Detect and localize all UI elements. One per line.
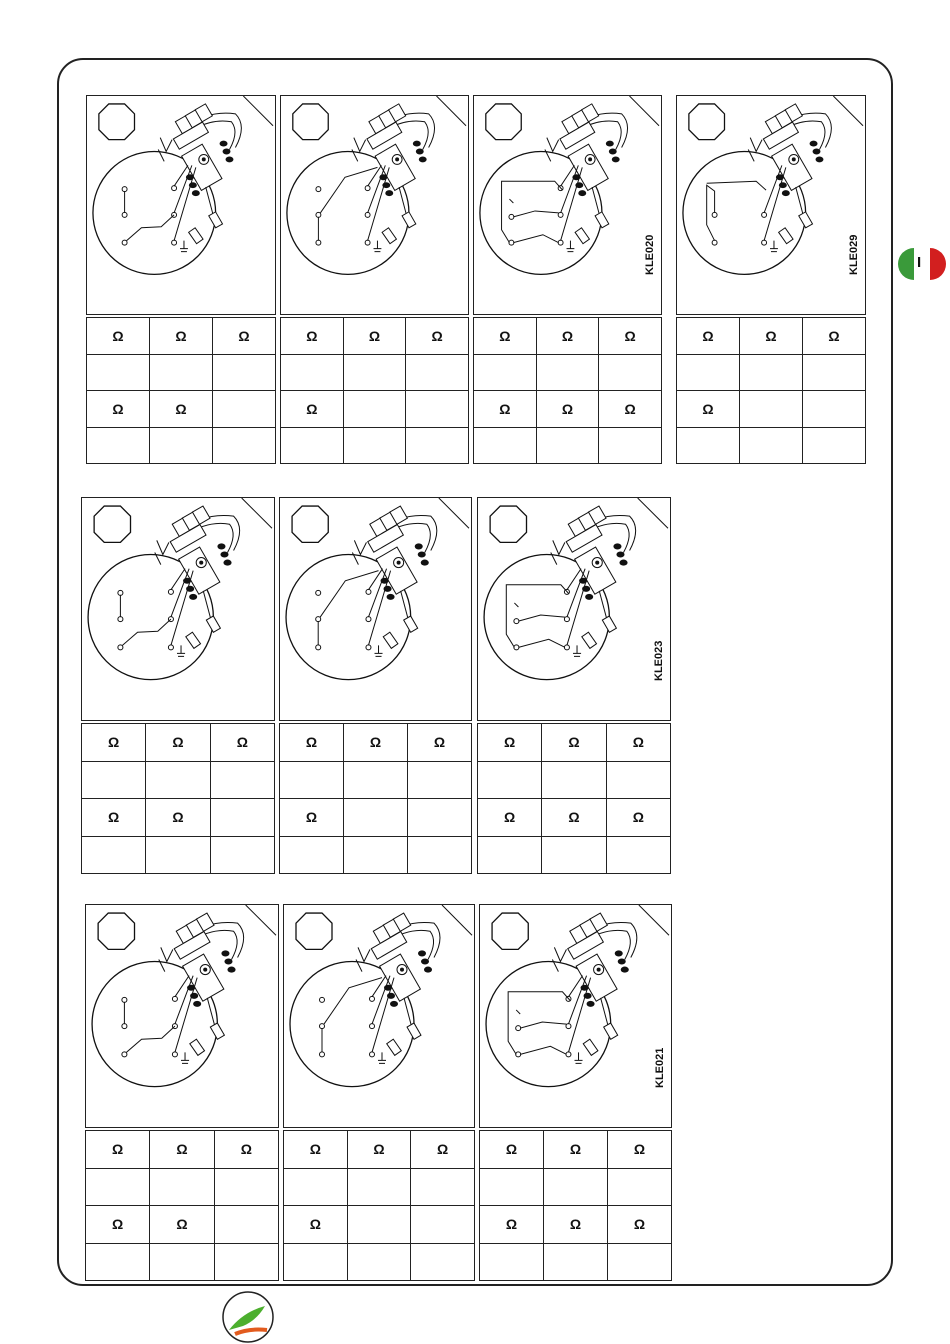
ohm-cell: Ω — [599, 318, 662, 355]
value-cell — [280, 761, 344, 799]
value-cell — [411, 1243, 475, 1281]
thermostat-wiring-icon — [280, 498, 471, 720]
value-cell — [213, 354, 276, 391]
value-cell — [408, 836, 472, 874]
ohm-cell: Ω — [740, 318, 803, 355]
model-code-label: KLE029 — [848, 234, 860, 275]
thermostat-panel — [81, 497, 275, 873]
resistance-table — [477, 723, 671, 874]
value-cell — [344, 836, 408, 874]
table-row — [480, 1243, 672, 1281]
ohm-cell: Ω — [406, 318, 469, 355]
table-row — [284, 1131, 475, 1169]
thermostat-wiring-icon — [87, 96, 275, 314]
value-cell — [608, 1168, 672, 1206]
table-row — [478, 836, 671, 874]
value-cell — [411, 1168, 475, 1206]
resistance-table — [479, 1130, 672, 1281]
ohm-cell: Ω — [146, 724, 210, 762]
value-cell — [213, 391, 276, 428]
ohm-cell: Ω — [343, 318, 406, 355]
table-row — [284, 1206, 475, 1244]
table-row — [86, 1206, 279, 1244]
table-row — [474, 318, 662, 355]
value-cell — [544, 1168, 608, 1206]
table-row — [87, 354, 276, 391]
ohm-cell: Ω — [347, 1131, 411, 1169]
value-cell — [280, 836, 344, 874]
thermostat-panel — [279, 497, 472, 873]
ohm-cell: Ω — [280, 724, 344, 762]
value-cell — [740, 427, 803, 464]
table-row — [284, 1168, 475, 1206]
ohm-cell: Ω — [150, 318, 213, 355]
wiring-diagram — [473, 95, 662, 315]
ohm-cell: Ω — [214, 1131, 278, 1169]
value-cell — [677, 427, 740, 464]
thermostat-panel — [283, 904, 475, 1280]
value-cell — [536, 354, 599, 391]
resistance-table — [473, 317, 662, 464]
table-row — [478, 799, 671, 837]
value-cell — [803, 354, 866, 391]
table-row — [677, 391, 866, 428]
table-row — [281, 391, 469, 428]
thermostat-panel — [477, 497, 671, 873]
table-row — [480, 1206, 672, 1244]
table-row — [280, 799, 472, 837]
value-cell — [536, 427, 599, 464]
ohm-cell: Ω — [146, 799, 210, 837]
table-row — [86, 1168, 279, 1206]
value-cell — [606, 761, 670, 799]
ohm-cell: Ω — [284, 1131, 348, 1169]
ohm-cell: Ω — [608, 1206, 672, 1244]
ohm-cell: Ω — [150, 391, 213, 428]
value-cell — [542, 836, 606, 874]
resistance-table — [81, 723, 275, 874]
table-row — [677, 427, 866, 464]
wiring-diagram — [85, 904, 279, 1128]
value-cell — [150, 427, 213, 464]
value-cell — [284, 1243, 348, 1281]
ohm-cell: Ω — [677, 318, 740, 355]
thermostat-wiring-icon — [478, 498, 670, 720]
value-cell — [87, 427, 150, 464]
ohm-cell: Ω — [536, 318, 599, 355]
ohm-cell: Ω — [150, 1206, 214, 1244]
table-row — [82, 836, 275, 874]
value-cell — [599, 354, 662, 391]
value-cell — [86, 1168, 150, 1206]
value-cell — [599, 427, 662, 464]
table-row — [480, 1168, 672, 1206]
resistance-table — [676, 317, 866, 464]
table-row — [280, 761, 472, 799]
ohm-cell: Ω — [210, 724, 274, 762]
ohm-cell: Ω — [82, 799, 146, 837]
table-row — [677, 318, 866, 355]
model-code-label: KLE021 — [654, 1047, 666, 1088]
value-cell — [344, 761, 408, 799]
ohm-cell: Ω — [213, 318, 276, 355]
table-row — [82, 799, 275, 837]
ohm-cell: Ω — [536, 391, 599, 428]
thermostat-wiring-icon — [284, 905, 474, 1127]
value-cell — [343, 427, 406, 464]
thermostat-panel — [85, 904, 279, 1280]
wiring-diagram — [279, 497, 472, 721]
value-cell — [411, 1206, 475, 1244]
language-flag-icon — [897, 247, 947, 281]
thermostat-wiring-icon — [480, 905, 671, 1127]
thermostat-panel — [676, 95, 866, 463]
language-label: I — [917, 254, 922, 271]
value-cell — [347, 1243, 411, 1281]
wiring-diagram — [676, 95, 866, 315]
value-cell — [480, 1243, 544, 1281]
resistance-table — [279, 723, 472, 874]
value-cell — [544, 1243, 608, 1281]
thermostat-wiring-icon — [677, 96, 865, 314]
resistance-table — [86, 317, 276, 464]
table-row — [281, 427, 469, 464]
value-cell — [740, 391, 803, 428]
value-cell — [87, 354, 150, 391]
wiring-diagram — [477, 497, 671, 721]
ohm-cell: Ω — [478, 724, 542, 762]
ohm-cell: Ω — [677, 391, 740, 428]
table-row — [474, 354, 662, 391]
table-row — [281, 318, 469, 355]
value-cell — [150, 1243, 214, 1281]
wiring-diagram — [86, 95, 276, 315]
value-cell — [803, 391, 866, 428]
table-row — [677, 354, 866, 391]
table-row — [86, 1243, 279, 1281]
table-row — [86, 1131, 279, 1169]
value-cell — [474, 427, 537, 464]
value-cell — [82, 836, 146, 874]
value-cell — [82, 761, 146, 799]
table-row — [474, 391, 662, 428]
wiring-diagram — [280, 95, 469, 315]
value-cell — [406, 354, 469, 391]
table-row — [478, 724, 671, 762]
value-cell — [210, 799, 274, 837]
value-cell — [608, 1243, 672, 1281]
ohm-cell: Ω — [474, 318, 537, 355]
ohm-cell: Ω — [86, 1206, 150, 1244]
ohm-cell: Ω — [606, 799, 670, 837]
value-cell — [343, 391, 406, 428]
value-cell — [213, 427, 276, 464]
ohm-cell: Ω — [606, 724, 670, 762]
wiring-diagram — [479, 904, 672, 1128]
value-cell — [86, 1243, 150, 1281]
value-cell — [214, 1168, 278, 1206]
value-cell — [677, 354, 740, 391]
value-cell — [344, 799, 408, 837]
value-cell — [406, 427, 469, 464]
table-row — [281, 354, 469, 391]
value-cell — [406, 391, 469, 428]
value-cell — [150, 354, 213, 391]
ohm-cell: Ω — [280, 799, 344, 837]
value-cell — [150, 1168, 214, 1206]
thermostat-wiring-icon — [86, 905, 278, 1127]
value-cell — [478, 761, 542, 799]
ohm-cell: Ω — [480, 1206, 544, 1244]
ohm-cell: Ω — [544, 1206, 608, 1244]
ohm-cell: Ω — [542, 799, 606, 837]
thermostat-wiring-icon — [281, 96, 468, 314]
ohm-cell: Ω — [281, 391, 344, 428]
resistance-table — [283, 1130, 475, 1281]
ohm-cell: Ω — [284, 1206, 348, 1244]
value-cell — [214, 1243, 278, 1281]
table-row — [82, 724, 275, 762]
ohm-cell: Ω — [281, 318, 344, 355]
thermostat-panel — [473, 95, 662, 463]
value-cell — [606, 836, 670, 874]
thermostat-panel — [86, 95, 276, 463]
ohm-cell: Ω — [544, 1131, 608, 1169]
value-cell — [146, 836, 210, 874]
ohm-cell: Ω — [87, 318, 150, 355]
value-cell — [210, 761, 274, 799]
ohm-cell: Ω — [608, 1131, 672, 1169]
value-cell — [343, 354, 406, 391]
ohm-cell: Ω — [411, 1131, 475, 1169]
table-row — [87, 318, 276, 355]
model-code-label: KLE020 — [644, 234, 656, 275]
ohm-cell: Ω — [599, 391, 662, 428]
model-code-label: KLE023 — [653, 640, 665, 681]
value-cell — [347, 1168, 411, 1206]
table-row — [87, 427, 276, 464]
ohm-cell: Ω — [478, 799, 542, 837]
wiring-diagram — [81, 497, 275, 721]
ohm-cell: Ω — [474, 391, 537, 428]
value-cell — [210, 836, 274, 874]
value-cell — [146, 761, 210, 799]
value-cell — [284, 1168, 348, 1206]
table-row — [478, 761, 671, 799]
ohm-cell: Ω — [480, 1131, 544, 1169]
table-row — [284, 1243, 475, 1281]
brand-logo-icon — [221, 1290, 275, 1344]
value-cell — [408, 799, 472, 837]
table-row — [474, 427, 662, 464]
value-cell — [478, 836, 542, 874]
value-cell — [740, 354, 803, 391]
thermostat-panel — [280, 95, 469, 463]
ohm-cell: Ω — [86, 1131, 150, 1169]
ohm-cell: Ω — [803, 318, 866, 355]
ohm-cell: Ω — [344, 724, 408, 762]
value-cell — [214, 1206, 278, 1244]
table-row — [280, 836, 472, 874]
table-row — [280, 724, 472, 762]
table-row — [480, 1131, 672, 1169]
table-row — [87, 391, 276, 428]
value-cell — [474, 354, 537, 391]
value-cell — [281, 354, 344, 391]
value-cell — [480, 1168, 544, 1206]
table-row — [82, 761, 275, 799]
ohm-cell: Ω — [87, 391, 150, 428]
value-cell — [408, 761, 472, 799]
value-cell — [803, 427, 866, 464]
thermostat-panel — [479, 904, 672, 1280]
value-cell — [281, 427, 344, 464]
ohm-cell: Ω — [408, 724, 472, 762]
ohm-cell: Ω — [542, 724, 606, 762]
value-cell — [542, 761, 606, 799]
ohm-cell: Ω — [82, 724, 146, 762]
wiring-diagram — [283, 904, 475, 1128]
ohm-cell: Ω — [150, 1131, 214, 1169]
thermostat-wiring-icon — [474, 96, 661, 314]
thermostat-wiring-icon — [82, 498, 274, 720]
resistance-table — [85, 1130, 279, 1281]
value-cell — [347, 1206, 411, 1244]
resistance-table — [280, 317, 469, 464]
